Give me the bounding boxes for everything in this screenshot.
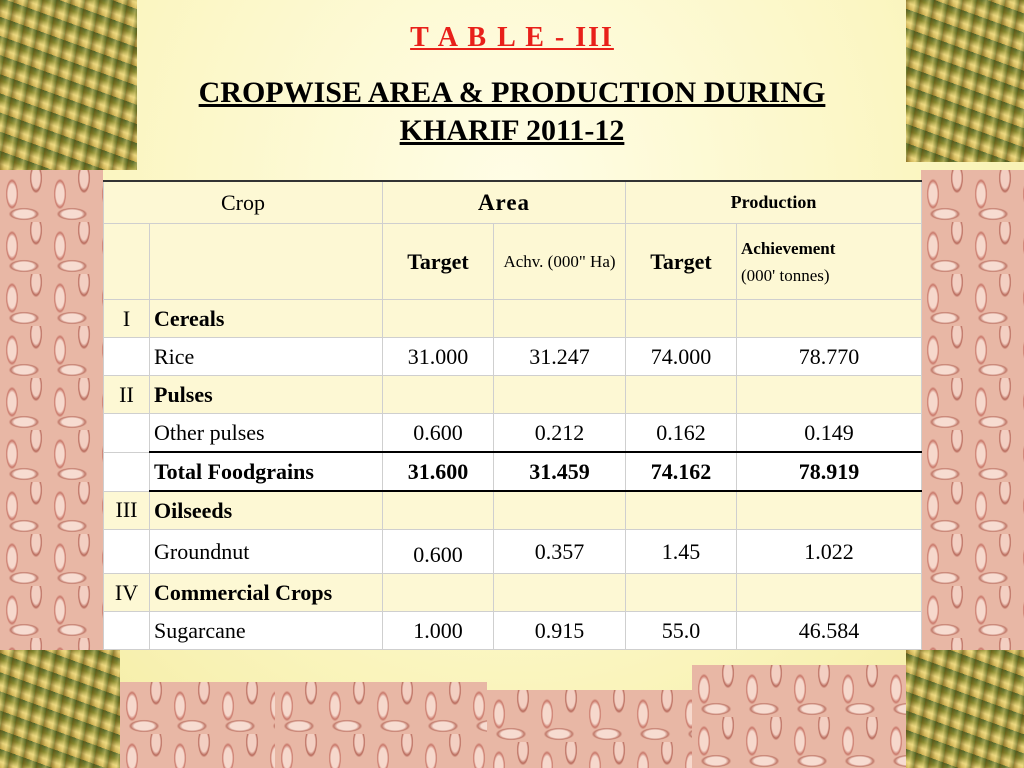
- row-number: III: [104, 491, 150, 530]
- rice-image-bottom-2: [275, 682, 487, 768]
- table-row: [104, 414, 922, 453]
- slide-title: [140, 74, 884, 150]
- header-row-2: [104, 224, 922, 300]
- wheat-image-bottom-right: [906, 650, 1024, 768]
- cell-prod-achv: 78.919: [737, 452, 922, 491]
- cell-area-achv: 31.459: [494, 452, 626, 491]
- rice-image-right: [921, 170, 1024, 650]
- wheat-image-bottom-left: [0, 650, 120, 768]
- row-name: Oilseeds: [150, 491, 383, 530]
- cell-area-target: 31.000: [383, 338, 494, 376]
- title-line-1: CROPWISE AREA & PRODUCTION DURING: [198, 76, 826, 109]
- header-prod-target: Target: [626, 224, 737, 300]
- header-prod-achievement: [737, 224, 922, 300]
- cell-prod-achv: 46.584: [737, 612, 922, 650]
- cell-area-target: 1.000: [383, 612, 494, 650]
- header-row-1: [104, 181, 922, 224]
- header-production: Production: [626, 181, 922, 224]
- header-area: Area: [383, 181, 626, 224]
- table-row: [104, 376, 922, 414]
- row-name: Other pulses: [150, 414, 383, 453]
- row-name: Sugarcane: [150, 612, 383, 650]
- rice-image-bottom-3: [487, 690, 692, 768]
- row-name: Rice: [150, 338, 383, 376]
- cell-area-achv: 31.247: [494, 338, 626, 376]
- row-number: [104, 338, 150, 376]
- header-prod-achievement-line1: Achievement: [741, 238, 836, 258]
- row-name: Pulses: [150, 376, 383, 414]
- table-row: [104, 530, 922, 574]
- row-name: Groundnut: [150, 530, 383, 574]
- header-prod-achievement-line2: (000' tonnes): [741, 265, 830, 285]
- header-area-target: Target: [383, 224, 494, 300]
- row-number: I: [104, 300, 150, 338]
- row-number: [104, 530, 150, 574]
- header-area-achv: Achv. (000" Ha): [494, 224, 626, 300]
- row-number: [104, 452, 150, 491]
- title-line-2: KHARIF 2011-12: [399, 114, 625, 147]
- row-name: Total Foodgrains: [150, 452, 383, 491]
- cell-prod-target: 74.162: [626, 452, 737, 491]
- rice-image-bottom-1: [120, 682, 275, 768]
- row-number: II: [104, 376, 150, 414]
- cell-prod-target: 74.000: [626, 338, 737, 376]
- row-name: Cereals: [150, 300, 383, 338]
- header-empty-num: [104, 224, 150, 300]
- cell-prod-achv: 0.149: [737, 414, 922, 453]
- cell-area-target: 0.600: [383, 414, 494, 453]
- cell-prod-achv: 78.770: [737, 338, 922, 376]
- table-row-total: [104, 452, 922, 491]
- cell-prod-target: 1.45: [626, 530, 737, 574]
- header-empty-name: [150, 224, 383, 300]
- rice-image-bottom-4: [692, 665, 906, 768]
- crop-table-container: [103, 180, 921, 642]
- cell-area-achv: 0.212: [494, 414, 626, 453]
- cell-area-achv: 0.915: [494, 612, 626, 650]
- table-row: [104, 491, 922, 530]
- row-number: [104, 414, 150, 453]
- row-name: Commercial Crops: [150, 574, 383, 612]
- cell-area-target: 0.600: [383, 530, 494, 574]
- table-row: [104, 300, 922, 338]
- cell-prod-achv: 1.022: [737, 530, 922, 574]
- table-row: [104, 612, 922, 650]
- rice-image-left: [0, 170, 103, 650]
- row-number: [104, 612, 150, 650]
- cell-prod-target: 0.162: [626, 414, 737, 453]
- cell-area-target: 31.600: [383, 452, 494, 491]
- crop-table: [103, 180, 922, 650]
- table-row: [104, 574, 922, 612]
- header-crop: Crop: [104, 181, 383, 224]
- table-number-title: T A B L E - III: [410, 22, 614, 53]
- row-number: IV: [104, 574, 150, 612]
- cell-area-achv: 0.357: [494, 530, 626, 574]
- cell-prod-target: 55.0: [626, 612, 737, 650]
- table-row: [104, 338, 922, 376]
